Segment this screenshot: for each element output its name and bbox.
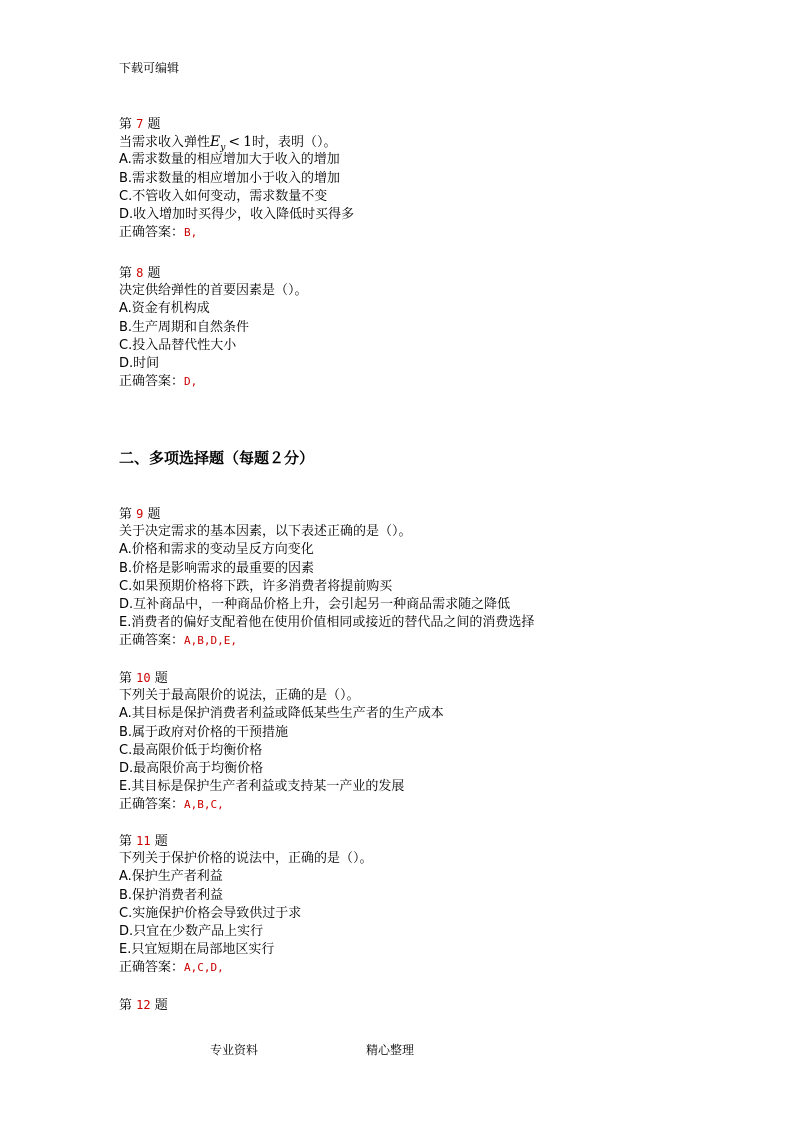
option-a: A.其目标是保护消费者利益或降低某些生产者的生产成本	[119, 706, 444, 722]
option-c: C.不管收入如何变动，需求数量不变	[119, 188, 328, 204]
option-a: A.需求数量的相应增加大于收入的增加	[119, 152, 340, 168]
option-c: C.最高限价低于均衡价格	[119, 742, 263, 758]
question-title: 第 12 题	[119, 998, 168, 1013]
option-c: C.实施保护价格会导致供过于求	[119, 905, 302, 921]
question-stem: 关于决定需求的基本因素，以下表述正确的是（）。	[119, 524, 412, 540]
answer-value: A,B,D,E,	[184, 634, 237, 648]
question-title: 第 7 题	[119, 117, 161, 132]
answer-value: D,	[184, 375, 198, 389]
question-12	[119, 996, 759, 1014]
option-d: D.最高限价高于均衡价格	[119, 760, 264, 776]
option-d: D.只宜在少数产品上实行	[119, 923, 264, 939]
option-b: B.生产周期和自然条件	[119, 319, 250, 335]
option-e: E.消费者的偏好支配着他在使用价值相同或接近的替代品之间的消费选择	[119, 615, 535, 631]
question-number: 9	[136, 507, 144, 521]
question-stem: 下列关于保护价格的说法中，正确的是（）。	[119, 851, 373, 867]
correct-answer: 正确答案：D,	[119, 374, 198, 390]
question-stem: 下列关于最高限价的说法，正确的是（）。	[119, 688, 360, 704]
option-e: E.只宜短期在局部地区实行	[119, 942, 275, 958]
question-title: 第 9 题	[119, 507, 161, 522]
question-number: 7	[136, 117, 144, 131]
question-title: 第 8 题	[119, 266, 161, 281]
section-heading: 二、多项选择题（每题２分）	[119, 449, 315, 467]
footer-left: 专业资料	[210, 1043, 259, 1057]
option-d: D.时间	[119, 355, 160, 371]
option-a: A.保护生产者利益	[119, 869, 223, 885]
answer-value: A,B,C,	[184, 798, 224, 812]
option-b: B.需求数量的相应增加小于收入的增加	[119, 170, 341, 186]
question-7	[119, 115, 759, 242]
option-a: A.价格和需求的变动呈反方向变化	[119, 542, 314, 558]
option-d: D.互补商品中，一种商品价格上升，会引起另一种商品需求随之降低	[119, 596, 511, 612]
question-11	[119, 832, 759, 978]
footer-right: 精心整理	[366, 1043, 415, 1057]
question-number: 8	[136, 266, 144, 280]
question-title: 第 11 题	[119, 834, 168, 849]
option-b: B.价格是影响需求的最重要的因素	[119, 560, 315, 576]
answer-value: B,	[184, 226, 198, 240]
correct-answer: 正确答案：A,B,D,E,	[119, 633, 237, 649]
option-c: C.如果预期价格将下跌，许多消费者将提前购买	[119, 578, 393, 594]
option-c: C.投入品替代性大小	[119, 337, 237, 353]
question-10	[119, 669, 759, 815]
correct-answer: 正确答案：A,B,C,	[119, 797, 224, 813]
answer-value: A,C,D,	[184, 961, 224, 975]
option-b: B.保护消费者利益	[119, 887, 224, 903]
question-title: 第 10 题	[119, 671, 168, 686]
option-e: E.其目标是保护生产者利益或支持某一产业的发展	[119, 779, 405, 795]
question-number: 12	[136, 998, 151, 1012]
question-9	[119, 505, 759, 651]
option-d: D.收入增加时买得少，收入降低时买得多	[119, 206, 355, 222]
option-a: A.资金有机构成	[119, 301, 210, 317]
question-8	[119, 264, 759, 391]
math-formula: $E_y < 1$	[210, 134, 252, 153]
question-stem: 当需求收入弹性$E_y < 1$时，表明（）。	[119, 134, 337, 153]
correct-answer: 正确答案：B,	[119, 225, 198, 241]
question-stem: 决定供给弹性的首要因素是（）。	[119, 283, 308, 299]
page-header: 下载可编辑	[119, 61, 180, 75]
question-number: 10	[136, 671, 151, 685]
question-number: 11	[136, 834, 151, 848]
correct-answer: 正确答案：A,C,D,	[119, 960, 224, 976]
option-b: B.属于政府对价格的干预措施	[119, 724, 289, 740]
